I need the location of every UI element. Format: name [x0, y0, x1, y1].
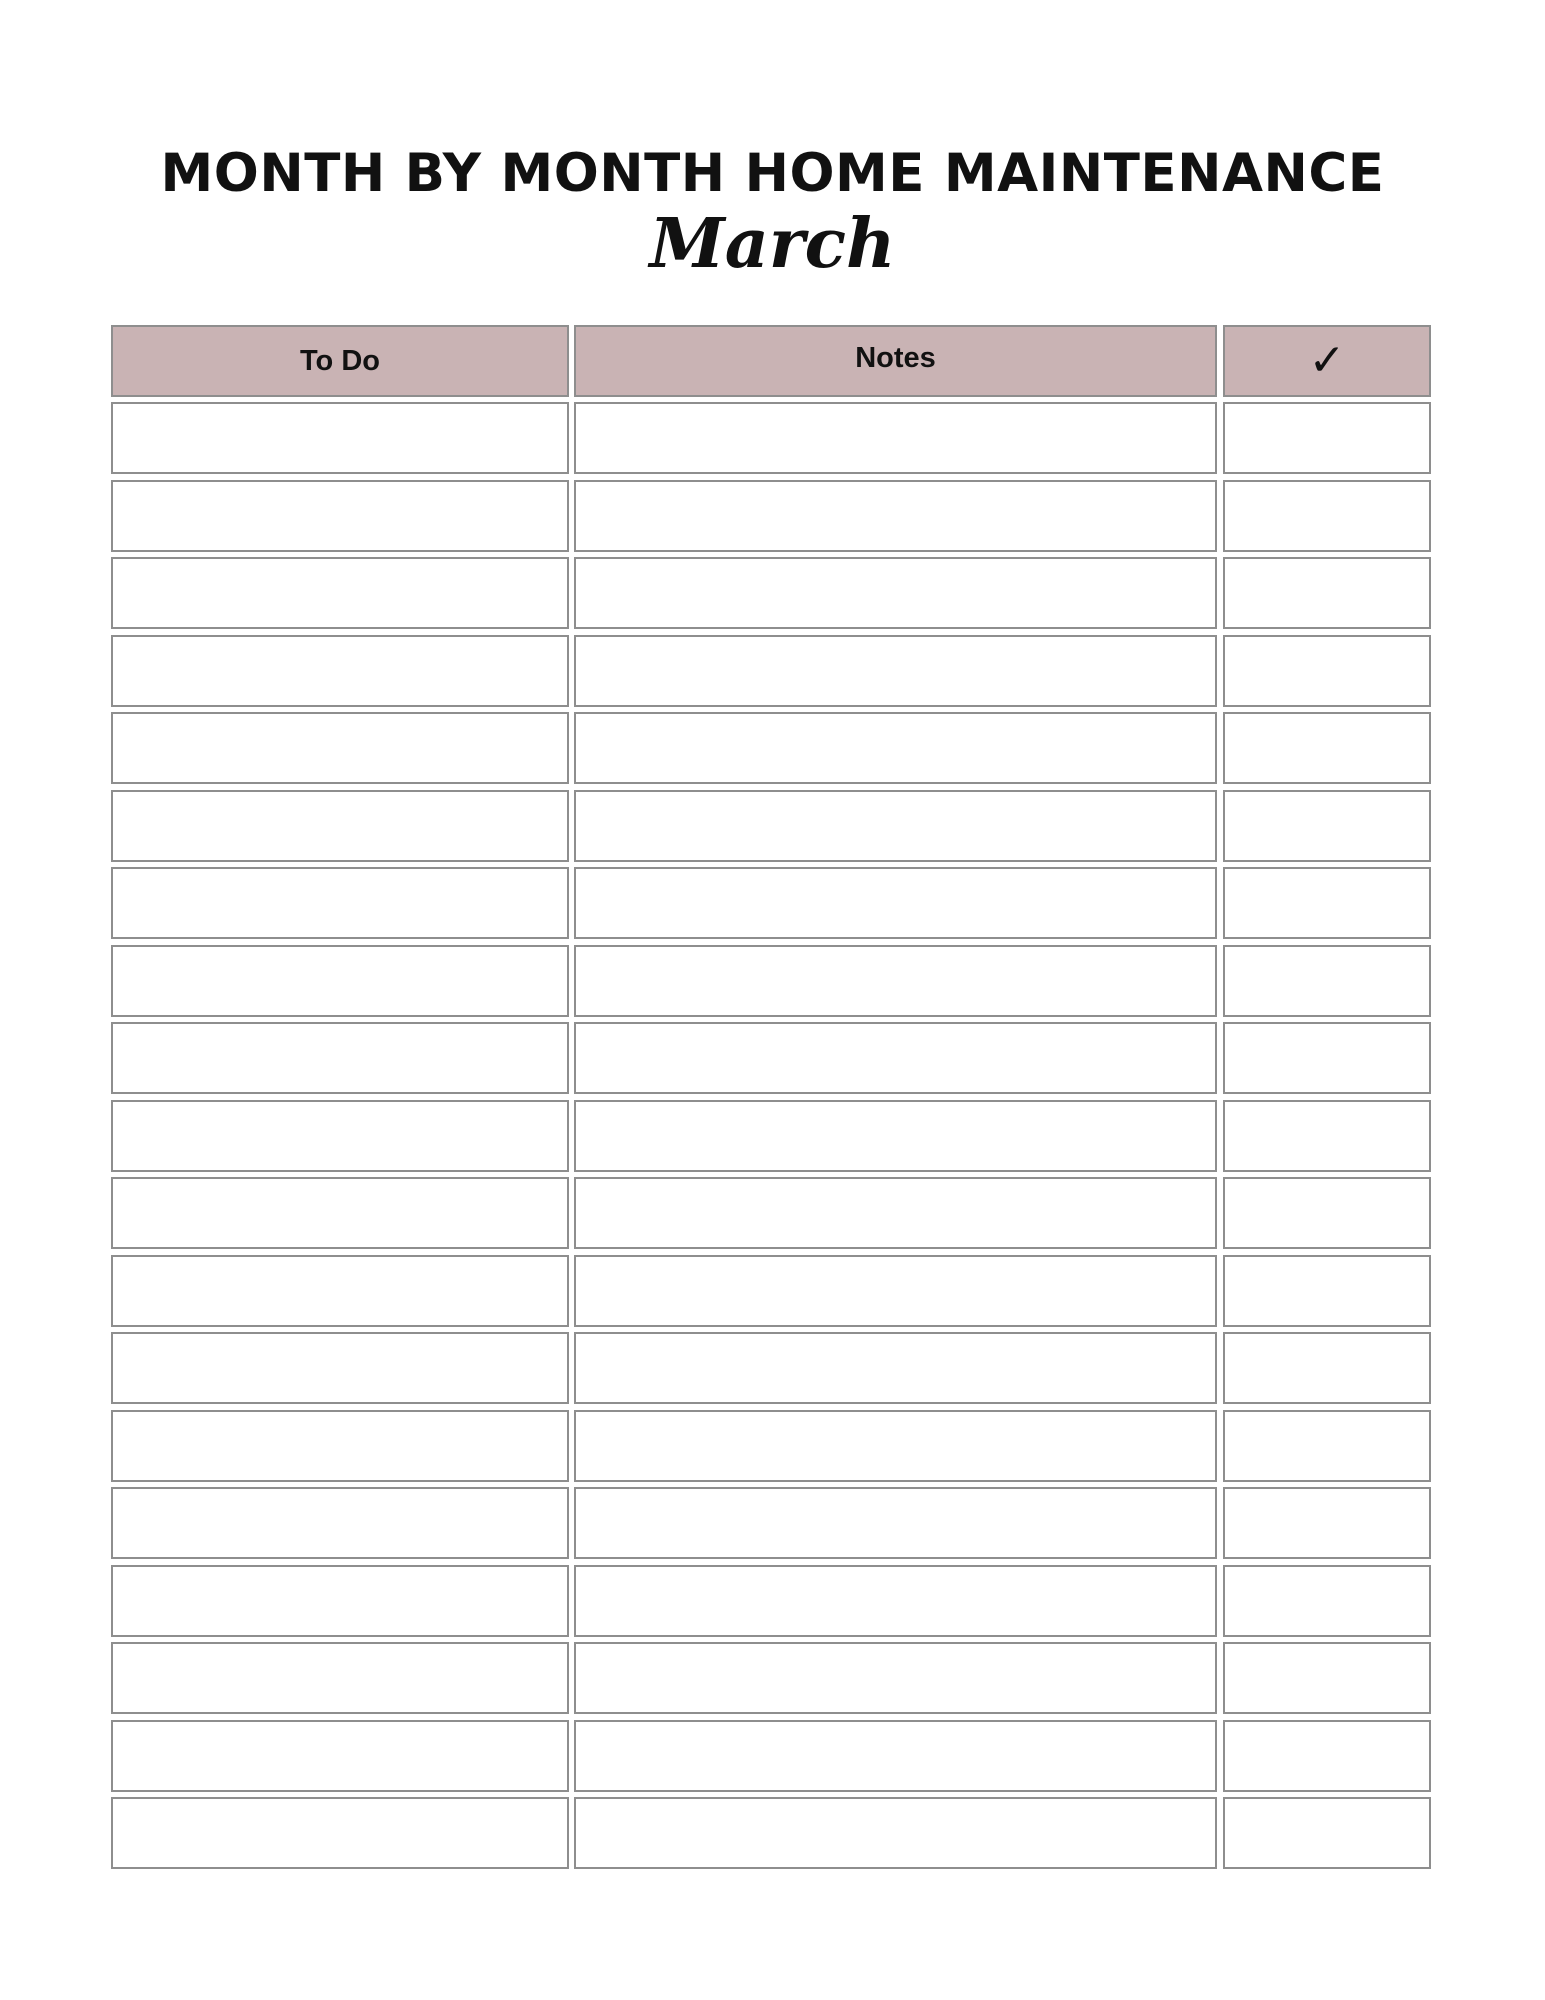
header-todo-label: To Do [300, 344, 380, 377]
row-2-done-cell[interactable] [1223, 480, 1431, 552]
row-7-done-cell[interactable] [1223, 867, 1431, 939]
row-18-notes-cell[interactable] [574, 1720, 1217, 1792]
row-15-notes-cell[interactable] [574, 1487, 1217, 1559]
row-19-notes-cell[interactable] [574, 1797, 1217, 1869]
row-3-todo-cell[interactable] [111, 557, 569, 629]
row-16-done-cell[interactable] [1223, 1565, 1431, 1637]
header-notes [574, 325, 1217, 397]
row-5-notes-cell[interactable] [574, 712, 1217, 784]
row-7-todo-cell[interactable] [111, 867, 569, 939]
row-7-notes-cell[interactable] [574, 867, 1217, 939]
row-9-todo-cell[interactable] [111, 1022, 569, 1094]
row-14-done-cell[interactable] [1223, 1410, 1431, 1482]
row-1-todo-cell[interactable] [111, 402, 569, 474]
header-notes-label: Notes [855, 341, 936, 374]
row-17-notes-cell[interactable] [574, 1642, 1217, 1714]
row-18-done-cell[interactable] [1223, 1720, 1431, 1792]
row-11-notes-cell[interactable] [574, 1177, 1217, 1249]
row-13-notes-cell[interactable] [574, 1332, 1217, 1404]
row-8-done-cell[interactable] [1223, 945, 1431, 1017]
row-10-notes-cell[interactable] [574, 1100, 1217, 1172]
row-13-done-cell[interactable] [1223, 1332, 1431, 1404]
row-18-todo-cell[interactable] [111, 1720, 569, 1792]
row-19-todo-cell[interactable] [111, 1797, 569, 1869]
row-6-notes-cell[interactable] [574, 790, 1217, 862]
row-4-todo-cell[interactable] [111, 635, 569, 707]
row-3-notes-cell[interactable] [574, 557, 1217, 629]
row-2-todo-cell[interactable] [111, 480, 569, 552]
row-4-notes-cell[interactable] [574, 635, 1217, 707]
row-9-notes-cell[interactable] [574, 1022, 1217, 1094]
row-14-todo-cell[interactable] [111, 1410, 569, 1482]
row-12-done-cell[interactable] [1223, 1255, 1431, 1327]
row-3-done-cell[interactable] [1223, 557, 1431, 629]
row-13-todo-cell[interactable] [111, 1332, 569, 1404]
row-2-notes-cell[interactable] [574, 480, 1217, 552]
month-subtitle: March [649, 204, 896, 284]
row-12-notes-cell[interactable] [574, 1255, 1217, 1327]
row-11-todo-cell[interactable] [111, 1177, 569, 1249]
row-19-done-cell[interactable] [1223, 1797, 1431, 1869]
row-17-done-cell[interactable] [1223, 1642, 1431, 1714]
row-8-todo-cell[interactable] [111, 945, 569, 1017]
header-done [1223, 325, 1431, 397]
row-5-done-cell[interactable] [1223, 712, 1431, 784]
row-16-todo-cell[interactable] [111, 1565, 569, 1637]
row-8-notes-cell[interactable] [574, 945, 1217, 1017]
row-14-notes-cell[interactable] [574, 1410, 1217, 1482]
checkmark-icon: ✓ [1308, 335, 1346, 386]
row-11-done-cell[interactable] [1223, 1177, 1431, 1249]
row-17-todo-cell[interactable] [111, 1642, 569, 1714]
header-todo [111, 325, 569, 397]
row-12-todo-cell[interactable] [111, 1255, 569, 1327]
row-1-done-cell[interactable] [1223, 402, 1431, 474]
row-1-notes-cell[interactable] [574, 402, 1217, 474]
row-4-done-cell[interactable] [1223, 635, 1431, 707]
row-6-done-cell[interactable] [1223, 790, 1431, 862]
page-title: MONTH BY MONTH HOME MAINTENANCE [160, 143, 1385, 204]
row-10-todo-cell[interactable] [111, 1100, 569, 1172]
row-6-todo-cell[interactable] [111, 790, 569, 862]
row-16-notes-cell[interactable] [574, 1565, 1217, 1637]
row-5-todo-cell[interactable] [111, 712, 569, 784]
row-10-done-cell[interactable] [1223, 1100, 1431, 1172]
row-15-todo-cell[interactable] [111, 1487, 569, 1559]
row-9-done-cell[interactable] [1223, 1022, 1431, 1094]
row-15-done-cell[interactable] [1223, 1487, 1431, 1559]
